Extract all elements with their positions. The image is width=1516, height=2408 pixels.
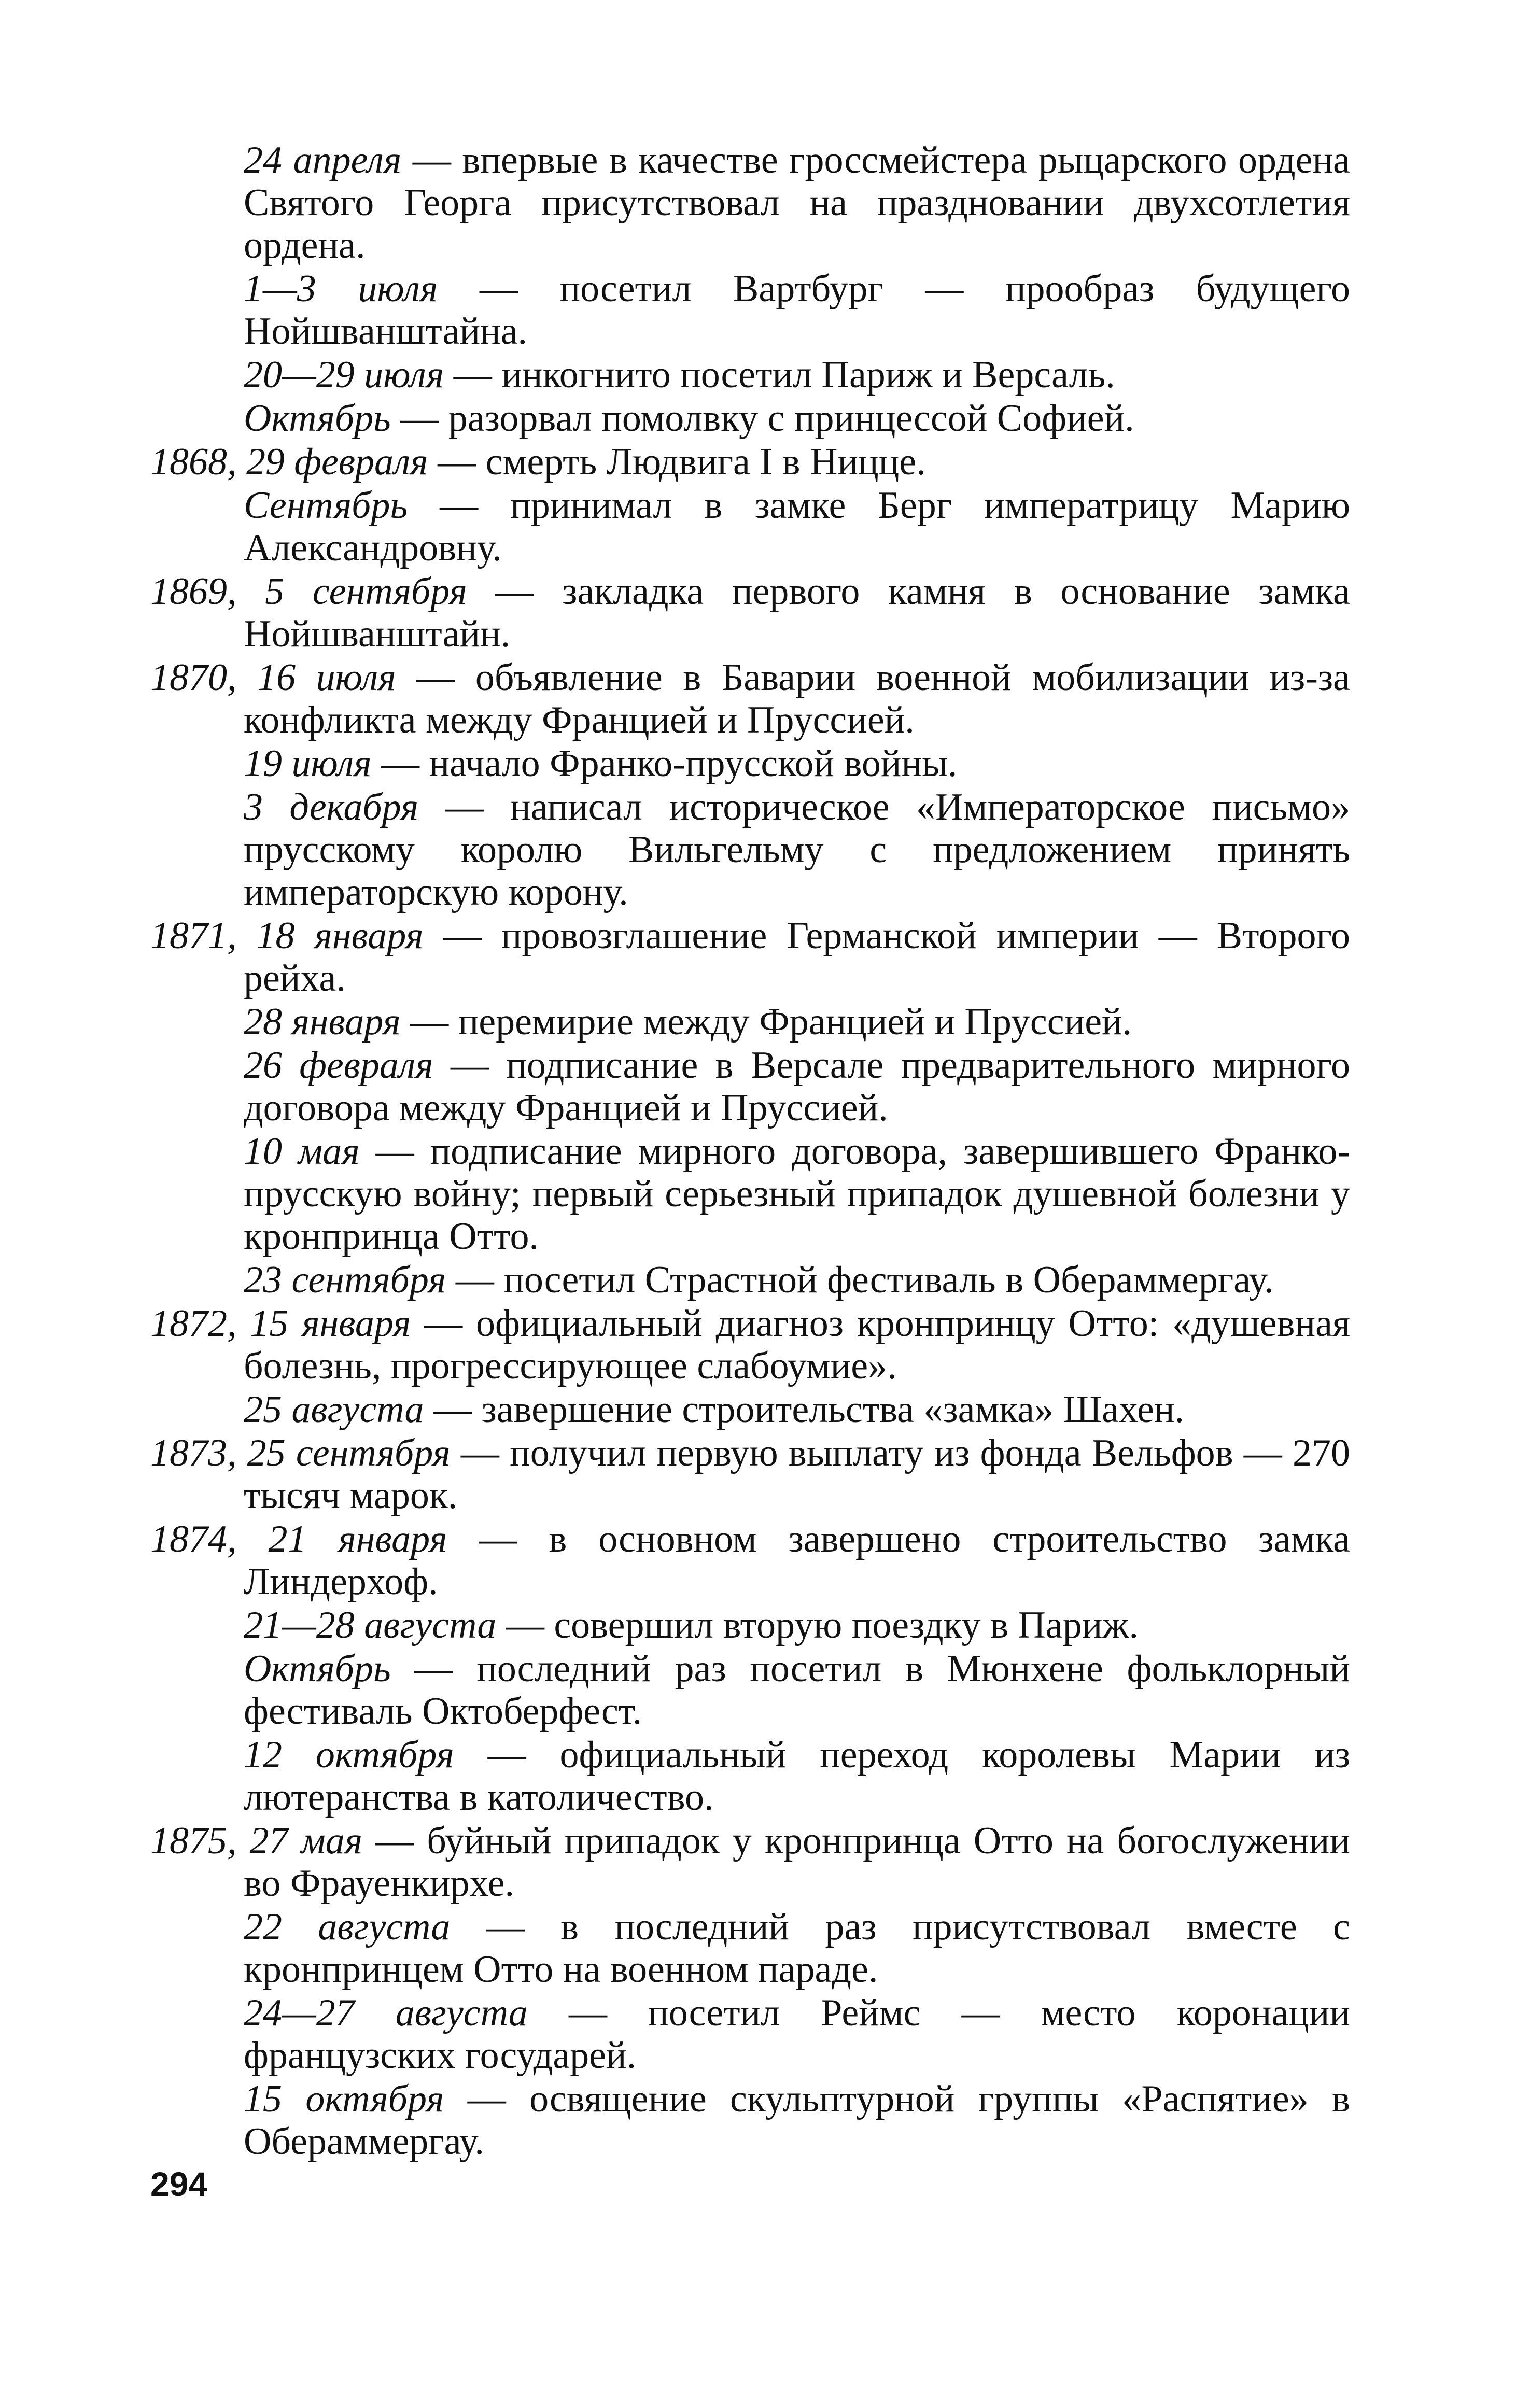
entry-text: — перемирие между Францией и Пруссией. (400, 1001, 1132, 1043)
entry-date: 1872, 15 января (150, 1302, 411, 1345)
chronology-entry (150, 397, 1350, 440)
chronology-entry (150, 1044, 1350, 1129)
entry-date: 26 февраля (244, 1044, 433, 1087)
chronology-entry (150, 1906, 1350, 1991)
entry-text: — подписание в Версале предварительного мирного договора между Францией и Пруссией. (244, 1044, 1351, 1129)
chronology-entry (150, 656, 1350, 741)
entry-text: — освящение скульптурной группы «Распятие» в Обераммергау. (244, 2078, 1350, 2163)
chronology-entry (150, 570, 1350, 655)
entry-text: — посетил Вартбург — прообраз будущего Нойшванштайна. (244, 267, 1351, 353)
entry-text: — инкогнито посетил Париж и Версаль. (444, 354, 1115, 396)
chronology-entry (150, 267, 1350, 353)
entry-text: — впервые в качестве гроссмейстера рыцарского ордена Святого Георга присутствовал на праздновании двухсотлетия ордена. (244, 139, 1350, 266)
entry-date: 21—28 августа (244, 1604, 497, 1646)
entry-text: — посетил Страстной фестиваль в Обераммергау. (446, 1259, 1274, 1301)
entry-text: — посетил Реймс — место коронации французских государей. (244, 1992, 1350, 2077)
entry-text: — получил первую выплату из фонда Вельфов — 270 тысяч марок. (244, 1432, 1350, 1517)
chronology-entry (150, 1432, 1350, 1517)
chronology-entry (150, 1820, 1350, 1905)
entry-date: 23 сентября (244, 1259, 446, 1301)
entry-text: — разорвал помолвку с принцессой Софией. (390, 397, 1134, 440)
page-number: 294 (150, 2165, 208, 2203)
chronology-entry (150, 786, 1350, 913)
entry-text: — в основном завершено строительство замка Линдерхоф. (244, 1518, 1350, 1603)
entry-text: — завершение строительства «замка» Шахен. (424, 1388, 1185, 1431)
entry-text: — последний раз посетил в Мюнхене фольклорный фестиваль Октоберфест. (244, 1647, 1350, 1733)
entry-date: 20—29 июля (244, 354, 444, 396)
entry-date: 1875, 27 мая (150, 1820, 363, 1862)
chronology-entry (150, 914, 1350, 999)
entry-text: — буйный припадок у кронпринца Отто на богослужении во Фрауенкирхе. (244, 1820, 1351, 1905)
chronology-text (150, 139, 1350, 2164)
entry-text: — смерть Людвига I в Ницце. (428, 441, 926, 483)
chronology-entry (150, 1001, 1350, 1043)
chronology-entry (150, 1302, 1350, 1387)
chronology-entry (150, 1647, 1350, 1733)
entry-date: 22 августа (244, 1906, 451, 1948)
chronology-entry (150, 1992, 1350, 2077)
chronology-entry (150, 2078, 1350, 2163)
entry-date: 10 мая (244, 1130, 360, 1173)
entry-date: 25 августа (244, 1388, 424, 1431)
entry-date: 1869, 5 сентября (150, 570, 467, 613)
entry-date: 15 октября (244, 2078, 444, 2120)
chronology-entry (150, 1130, 1350, 1258)
entry-text: — провозглашение Германской империи — Второго рейха. (244, 914, 1350, 999)
entry-date: 12 октября (244, 1734, 454, 1776)
entry-text: — объявление в Баварии военной мобилизации из-за конфликта между Францией и Пруссией. (244, 656, 1350, 741)
chronology-entry (150, 354, 1350, 396)
chronology-entry (150, 1604, 1350, 1646)
entry-text: — подписание мирного договора, завершившего Франко-прусскую войну; первый серьезный припадок душевной болезни у кронпринца Отто. (244, 1130, 1350, 1258)
chronology-entry (150, 484, 1350, 569)
entry-text: — написал историческое «Императорское письмо» прусскому королю Вильгельму с предложением принять императорскую корону. (244, 786, 1351, 913)
chronology-entry (150, 1259, 1350, 1301)
chronology-entry (150, 441, 1350, 483)
chronology-entry (150, 742, 1350, 785)
chronology-entry (150, 1734, 1350, 1819)
chronology-entry (150, 1388, 1350, 1431)
entry-date: 1868, 29 февраля (150, 441, 428, 483)
entry-text: — начало Франко-прусской войны. (371, 742, 958, 785)
entry-date: 28 января (244, 1001, 401, 1043)
entry-text: — официальный переход королевы Марии из лютеранства в католичество. (244, 1734, 1350, 1819)
entry-date: Октябрь (244, 1647, 391, 1690)
entry-text: — закладка первого камня в основание замка Нойшванштайн. (244, 570, 1350, 655)
entry-date: Октябрь (244, 397, 391, 440)
entry-date: 1—3 июля (244, 267, 438, 310)
entry-date: Сентябрь (244, 484, 408, 527)
entry-date: 1873, 25 сентября (150, 1432, 451, 1474)
entry-date: 1871, 18 января (150, 914, 424, 957)
entry-date: 1874, 21 января (150, 1518, 447, 1560)
entry-date: 1870, 16 июля (150, 656, 396, 699)
chronology-entry (150, 1518, 1350, 1603)
entry-text: — принимал в замке Берг императрицу Марию Александровну. (244, 484, 1350, 569)
entry-text: — официальный диагноз кронпринцу Отто: «душевная болезнь, прогрессирующее слабоумие». (244, 1302, 1350, 1387)
entry-date: 24 апреля (244, 139, 402, 181)
entry-date: 24—27 августа (244, 1992, 528, 2034)
entry-text: — в последний раз присутствовал вместе с кронпринцем Отто на военном параде. (244, 1906, 1350, 1991)
entry-date: 3 декабря (244, 786, 419, 828)
chronology-entry (150, 139, 1350, 266)
entry-text: — совершил вторую поездку в Париж. (496, 1604, 1139, 1646)
entry-date: 19 июля (244, 742, 372, 785)
